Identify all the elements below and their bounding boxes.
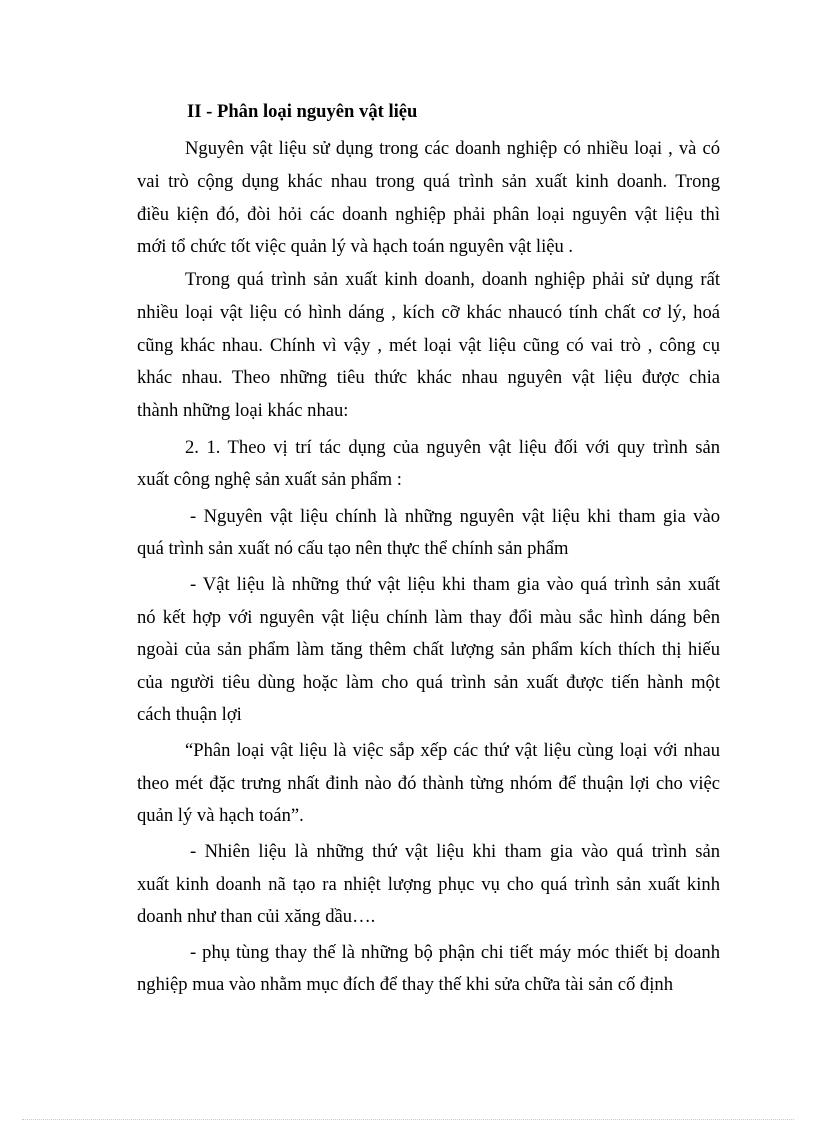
paragraph-line: 2. 1. Theo vị trí tác dụng của nguyên vật liệu đối với quy trình sản	[185, 437, 720, 458]
paragraph-line: doanh như than củi xăng dầu….	[137, 906, 376, 927]
paragraph-line: xuất công nghệ sản xuất sản phẩm :	[137, 469, 402, 490]
paragraph-line: - Nguyên vật liệu chính là những nguyên vật liệu khi tham gia vào	[190, 506, 720, 527]
paragraph-line: xuất kinh doanh nã tạo ra nhiệt lượng phục vụ cho quá trình sản xuất kinh	[137, 874, 720, 895]
paragraph-line: theo mét đặc trưng nhất đinh nào đó thành từng nhóm để thuận lợi cho việc	[137, 773, 720, 794]
paragraph-line: Nguyên vật liệu sử dụng trong các doanh nghiệp có nhiều loại , và có	[185, 138, 720, 159]
paragraph-line: cách thuận lợi	[137, 704, 242, 725]
page-bottom-divider	[22, 1119, 794, 1120]
paragraph-line: nghiệp mua vào nhằm mục đích để thay thế khi sửa chữa tài sản cố định	[137, 974, 673, 995]
paragraph-line: Trong quá trình sản xuất kinh doanh, doanh nghiệp phải sử dụng rất	[185, 269, 720, 290]
paragraph-line: mới tổ chức tốt việc quản lý và hạch toán nguyên vật liệu .	[137, 236, 574, 257]
paragraph-line: nó kết hợp với nguyên vật liệu chính làm thay đổi màu sắc hình dáng bên	[137, 607, 720, 628]
paragraph-line: quá trình sản xuất nó cấu tạo nên thực thể chính sản phẩm	[137, 538, 569, 559]
paragraph-line: “Phân loại vật liệu là việc sắp xếp các thứ vật liệu cùng loại với nhau	[185, 740, 720, 761]
paragraph-line: quản lý và hạch toán”.	[137, 805, 304, 826]
paragraph-line: của người tiêu dùng hoặc làm cho quá trình sản xuất được tiến hành một	[137, 672, 720, 693]
paragraph-line: khác nhau. Theo những tiêu thức khác nhau nguyên vật liệu được chia	[137, 367, 720, 388]
paragraph-line: - phụ tùng thay thế là những bộ phận chi tiết máy móc thiết bị doanh	[190, 942, 720, 963]
paragraph-line: điều kiện đó, đòi hỏi các doanh nghiệp phải phân loại nguyên vật liệu thì	[137, 204, 720, 225]
paragraph-line: vai trò cộng dụng khác nhau trong quá trình sản xuất kinh doanh. Trong	[137, 171, 720, 192]
paragraph-line: cũng khác nhau. Chính vì vậy , mét loại vật liệu cũng có vai trò , công cụ	[137, 335, 720, 356]
paragraph-line: - Nhiên liệu là những thứ vật liệu khi tham gia vào quá trình sản	[190, 841, 720, 862]
paragraph-line: nhiều loại vật liệu có hình dáng , kích cỡ khác nhaucó tính chất cơ lý, hoá	[137, 302, 720, 323]
paragraph-line: thành những loại khác nhau:	[137, 400, 349, 421]
paragraph-line: - Vật liệu là những thứ vật liệu khi tham gia vào quá trình sản xuất	[190, 574, 720, 595]
section-heading: II - Phân loại nguyên vật liệu	[187, 101, 418, 122]
paragraph-line: ngoài của sản phẩm làm tăng thêm chất lượng sản phẩm kích thích thị hiếu	[137, 639, 720, 660]
